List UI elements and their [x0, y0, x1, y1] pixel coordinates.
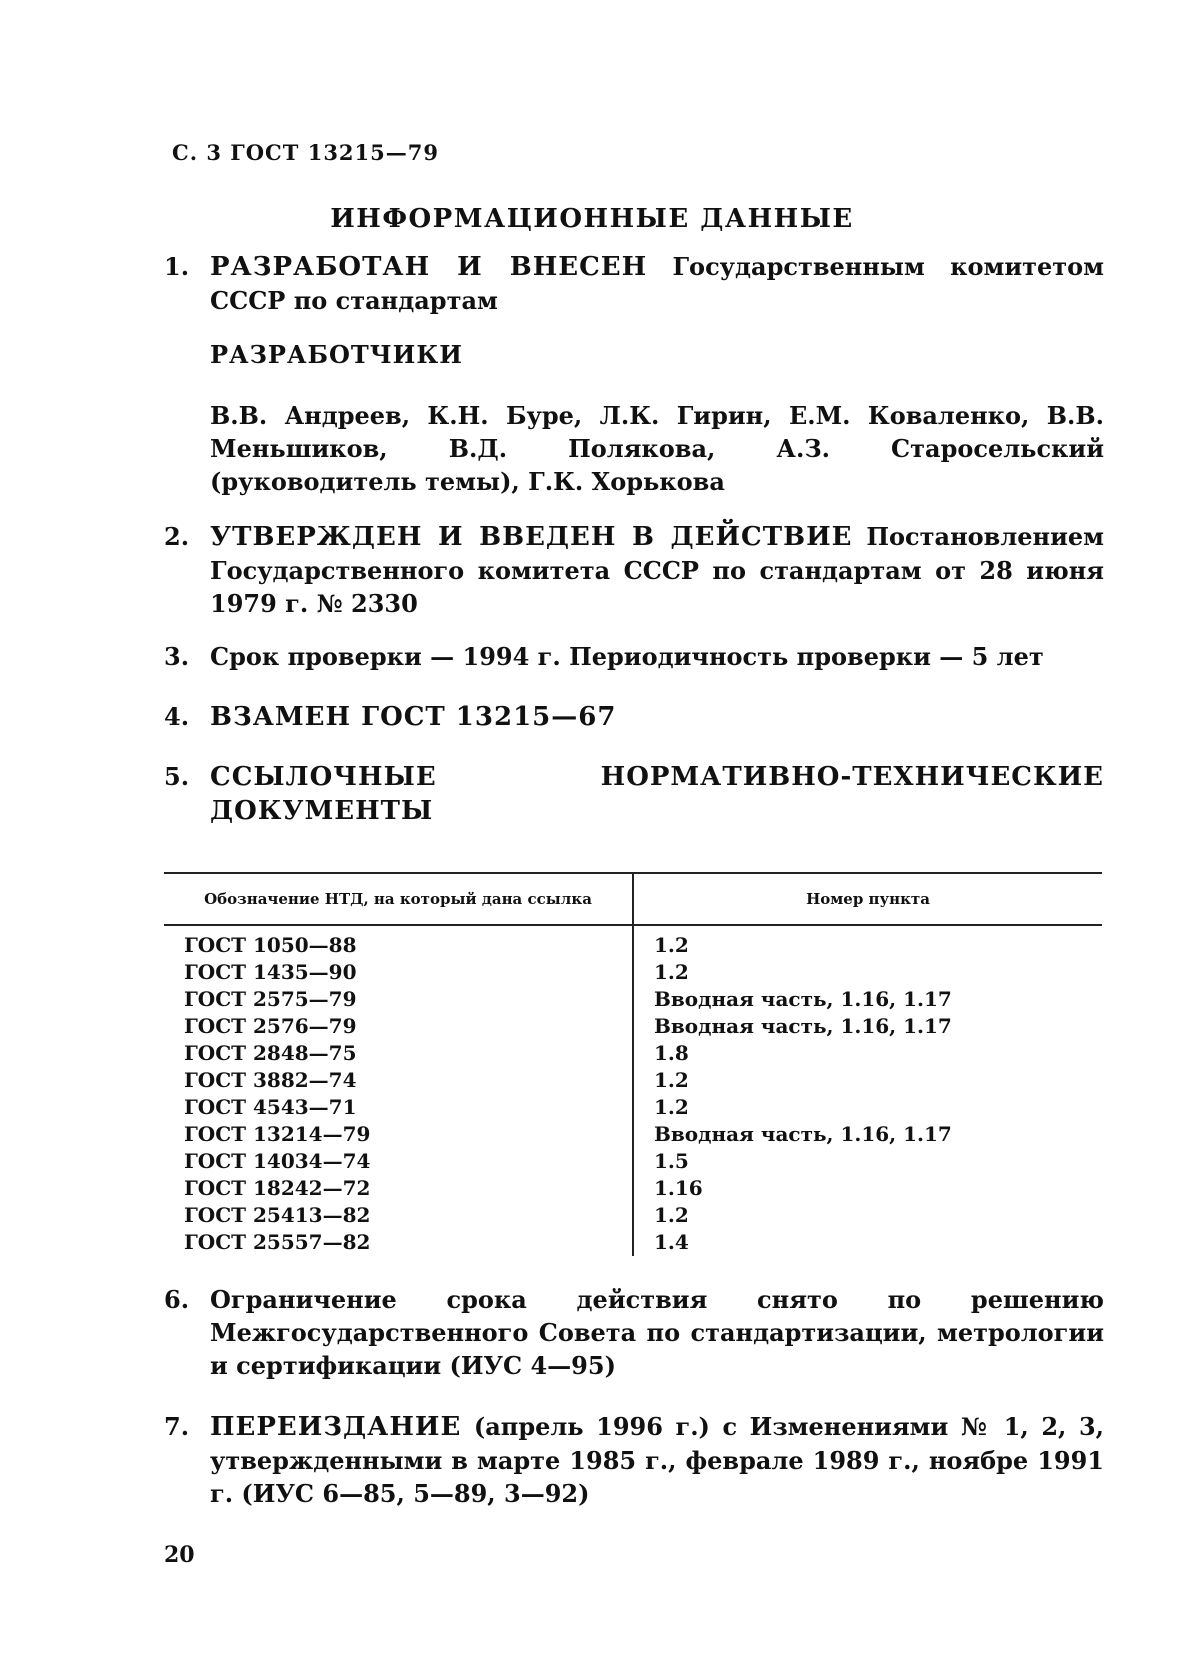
table-row — [164, 959, 1102, 986]
item-7 — [164, 1410, 1104, 1510]
table-cell-document: ГОСТ 2848—75 — [164, 1040, 633, 1067]
item-text: Ограничение срока действия снято по решению Межгосударственного Совета по стандартизации, метрологии и сертификации (ИУС 4—95) — [210, 1285, 1104, 1380]
table-cell-document: ГОСТ 4543—71 — [164, 1094, 633, 1121]
table-row — [164, 1040, 1102, 1067]
page-title: ИНФОРМАЦИОННЫЕ ДАННЫЕ — [330, 204, 854, 234]
table-cell-clause: 1.2 — [654, 1095, 689, 1119]
item-number: 2. — [164, 522, 190, 551]
table-cell-clause: 1.16 — [654, 1176, 703, 1200]
table-row — [164, 1202, 1102, 1229]
table-cell-clause: Вводная часть, 1.16, 1.17 — [654, 1122, 952, 1146]
table-cell-document: ГОСТ 3882—74 — [164, 1067, 633, 1094]
table-cell-document: ГОСТ 14034—74 — [164, 1148, 633, 1175]
table-row — [164, 1094, 1102, 1121]
table-cell-clause: 1.8 — [654, 1041, 689, 1065]
table-cell-clause: 1.2 — [654, 960, 689, 984]
item-caps: ВЗАМЕН ГОСТ 13215—67 — [210, 702, 617, 732]
table-row — [164, 1175, 1102, 1202]
item-text: Срок проверки — 1994 г. Периодичность проверки — 5 лет — [210, 642, 1044, 671]
item-caps: ПЕРЕИЗДАНИЕ — [210, 1412, 462, 1442]
table-cell-clause: 1.2 — [654, 1203, 689, 1227]
table-cell-document: ГОСТ 1435—90 — [164, 959, 633, 986]
table-row — [164, 986, 1102, 1013]
item-4 — [164, 700, 1104, 734]
item-caps: РАЗРАБОТАН И ВНЕСЕН — [210, 252, 648, 282]
item-3 — [164, 640, 1104, 673]
item-text: Постановлением Государственного комитета СССР по стандартам от 28 июня 1979 г. № 2330 — [210, 522, 1104, 618]
table-cell-document: ГОСТ 25413—82 — [164, 1202, 633, 1229]
page-number: 20 — [164, 1542, 195, 1568]
table-cell-document: ГОСТ 25557—82 — [164, 1229, 633, 1256]
developers-heading: РАЗРАБОТЧИКИ — [210, 340, 463, 369]
item-2 — [164, 520, 1104, 620]
item-number: 1. — [164, 252, 190, 281]
item-number: 4. — [164, 702, 190, 731]
column-header-document: Обозначение НТД, на который дана ссылка — [164, 873, 633, 925]
developers-names: В.В. Андреев, К.Н. Буре, Л.К. Гирин, Е.М. Коваленко, В.В. Меньшиков, В.Д. Полякова, А.З. Старосельский (руководитель темы), Г.К. Хорькова — [210, 401, 1104, 496]
table-row — [164, 1229, 1102, 1256]
item-6 — [164, 1283, 1104, 1382]
table-cell-clause: 1.2 — [654, 1068, 689, 1092]
column-header-clause: Номер пункта — [633, 873, 1102, 925]
page-header: С. 3 ГОСТ 13215—79 — [172, 140, 439, 165]
table-cell-document: ГОСТ 2575—79 — [164, 986, 633, 1013]
reference-table — [164, 872, 1102, 1256]
item-caps: ССЫЛОЧНЫЕ НОРМАТИВНО-ТЕХНИЧЕСКИЕ ДОКУМЕНТЫ — [210, 762, 1104, 826]
table-cell-clause: 1.5 — [654, 1149, 689, 1173]
developers-names-block — [164, 399, 1104, 498]
table-cell-clause: 1.4 — [654, 1230, 689, 1254]
item-number: 5. — [164, 762, 190, 791]
table-row — [164, 925, 1102, 959]
table-header-row — [164, 873, 1102, 925]
table-cell-document: ГОСТ 13214—79 — [164, 1121, 633, 1148]
item-text: (апрель 1996 г.) с Изменениями № 1, 2, 3, утвержденными в марте 1985 г., феврале 1989 г., ноябре 1991 г. (ИУС 6—85, 5—89, 3—92) — [210, 1412, 1104, 1508]
item-caps: УТВЕРЖДЕН И ВВЕДЕН В ДЕЙСТВИЕ — [210, 522, 853, 552]
table-cell-document: ГОСТ 18242—72 — [164, 1175, 633, 1202]
item-number: 7. — [164, 1412, 190, 1441]
table-row — [164, 1067, 1102, 1094]
item-number: 3. — [164, 642, 190, 671]
table-cell-document: ГОСТ 2576—79 — [164, 1013, 633, 1040]
table-cell-clause: Вводная часть, 1.16, 1.17 — [654, 1014, 952, 1038]
table-row — [164, 1148, 1102, 1175]
table-row — [164, 1121, 1102, 1148]
table-cell-clause: 1.2 — [654, 933, 689, 957]
table-cell-document: ГОСТ 1050—88 — [164, 925, 633, 959]
item-text: Государственным комитетом СССР по стандартам — [210, 252, 1104, 315]
item-1 — [164, 250, 1104, 317]
item-5 — [164, 760, 1104, 828]
item-number: 6. — [164, 1285, 190, 1314]
table-cell-clause: Вводная часть, 1.16, 1.17 — [654, 987, 952, 1011]
table-row — [164, 1013, 1102, 1040]
